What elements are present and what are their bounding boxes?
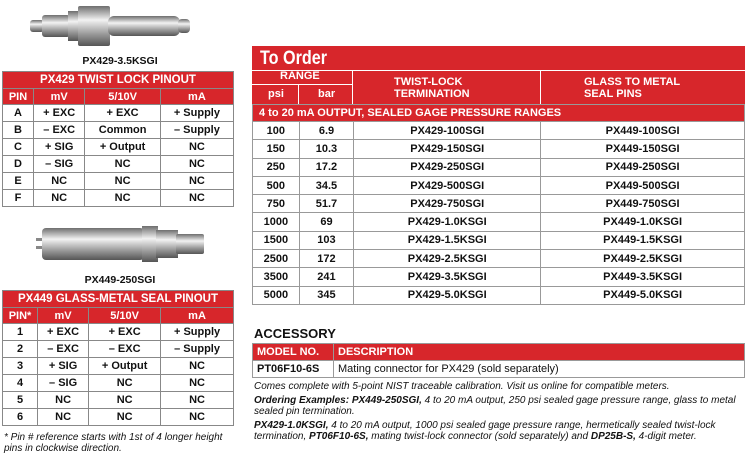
example-2-connector: PT06F10-6S, (309, 431, 369, 442)
table-cell: NC (34, 173, 85, 190)
example-2-text: 4 to 20 mA output, 1000 psi sealed gage pressure range, hermetically sealed twist-lock termination, (254, 420, 716, 442)
col-pin: PIN (3, 89, 34, 105)
table-row (253, 250, 745, 268)
table-cell: 150 (253, 140, 300, 158)
table-row (253, 286, 745, 304)
example-2-text-2: mating twist-lock connector (sold separately) and (368, 431, 591, 442)
table-cell: – SIG (38, 375, 89, 392)
example-1-model: PX449-250SGI, (351, 395, 422, 406)
ordering-example-2 (254, 420, 744, 442)
example-1-text: 4 to 20 mA output, 250 psi sealed gage pressure range, glass to metal sealed pin termination. (254, 395, 736, 417)
table-cell: 3500 (253, 268, 300, 286)
table-cell: – Supply (161, 341, 234, 358)
table-cell: 103 (299, 231, 354, 249)
table-cell: – EXC (89, 341, 161, 358)
table-row (253, 122, 745, 140)
table-cell: NC (161, 392, 234, 409)
table-cell: 6.9 (299, 122, 354, 140)
twist-pinout-body (3, 105, 234, 207)
table-row (3, 358, 234, 375)
table-cell: 51.7 (299, 195, 354, 213)
col-mv: mV (34, 89, 85, 105)
table-cell: NC (85, 190, 160, 207)
table-cell: 3 (3, 358, 38, 375)
table-cell: 250 (253, 158, 300, 176)
px429-sensor-image (28, 3, 198, 53)
table-cell: PX429-100SGI (354, 122, 541, 140)
table-cell: + EXC (89, 324, 161, 341)
order-subheader: 4 to 20 mA OUTPUT, SEALED GAGE PRESSURE RANGES (253, 105, 745, 122)
table-cell: NC (89, 375, 161, 392)
bar-label: bar (318, 88, 336, 100)
table-cell: 241 (299, 268, 354, 286)
table-row (3, 105, 234, 122)
table-cell: PX429-750SGI (354, 195, 541, 213)
table-cell: + EXC (38, 324, 89, 341)
table-cell: 100 (253, 122, 300, 140)
glass-pinout-title: PX449 GLASS-METAL SEAL PINOUT (3, 291, 234, 308)
col-5-10v: 5/10V (89, 308, 161, 324)
table-row (253, 213, 745, 231)
table-cell: NC (161, 358, 234, 375)
table-cell: PX449-2.5KSGI (541, 250, 745, 268)
order-body (253, 122, 745, 305)
table-row (253, 268, 745, 286)
table-row (3, 409, 234, 426)
table-cell: – EXC (34, 122, 85, 139)
col-ma: mA (160, 89, 233, 105)
table-cell: 2 (3, 341, 38, 358)
pin-footnote: * Pin # reference starts with 1st of 4 longer height pins in clockwise direction. (4, 432, 223, 454)
calibration-note: Comes complete with 5-point NIST traceable calibration. Visit us online for compatible meters. (254, 381, 670, 392)
table-cell: 34.5 (299, 176, 354, 194)
table-cell: PX449-1.5KSGI (541, 231, 745, 249)
table-cell: NC (85, 173, 160, 190)
table-cell: + SIG (38, 358, 89, 375)
table-cell: C (3, 139, 34, 156)
table-cell: PX429-5.0KSGI (354, 286, 541, 304)
table-cell: NC (160, 139, 233, 156)
px449-sensor-image (34, 224, 214, 264)
table-cell: PX429-1.5KSGI (354, 231, 541, 249)
psi-label: psi (268, 88, 284, 100)
table-cell: A (3, 105, 34, 122)
table-cell: 345 (299, 286, 354, 304)
table-cell: – EXC (38, 341, 89, 358)
col-twist-lock: TWIST-LOCK TERMINATION (394, 76, 470, 100)
table-row (253, 176, 745, 194)
example-2-text-3: 4-digit meter. (635, 431, 697, 442)
example-label: Ordering Examples: (254, 395, 350, 406)
accessory-table (252, 343, 745, 378)
table-cell: PX429-3.5KSGI (354, 268, 541, 286)
table-cell: + Supply (161, 324, 234, 341)
table-cell: Common (85, 122, 160, 139)
twist-pinout-table (2, 71, 234, 207)
table-cell: E (3, 173, 34, 190)
example-2-meter: DP25B-S, (590, 431, 636, 442)
table-cell: NC (38, 392, 89, 409)
table-row (3, 139, 234, 156)
table-cell: NC (161, 409, 234, 426)
table-cell: 17.2 (299, 158, 354, 176)
table-cell: PX449-100SGI (541, 122, 745, 140)
table-cell: PX429-2.5KSGI (354, 250, 541, 268)
col-mv: mV (38, 308, 89, 324)
glass-pinout-body (3, 324, 234, 426)
table-cell: NC (160, 190, 233, 207)
sensor1-caption: PX429-3.5KSGI (82, 55, 158, 67)
range-label: RANGE (280, 70, 320, 82)
table-cell: NC (160, 173, 233, 190)
table-cell: + Supply (160, 105, 233, 122)
ordering-example-1 (254, 395, 744, 417)
table-cell: – SIG (34, 156, 85, 173)
order-title: To Order (260, 48, 328, 69)
table-cell: 10.3 (299, 140, 354, 158)
table-cell: 1500 (253, 231, 300, 249)
table-cell: 500 (253, 176, 300, 194)
table-cell: 1 (3, 324, 38, 341)
table-cell: + EXC (34, 105, 85, 122)
table-cell: 2500 (253, 250, 300, 268)
table-row (3, 392, 234, 409)
table-cell: 5000 (253, 286, 300, 304)
table-row (3, 341, 234, 358)
table-cell: NC (160, 156, 233, 173)
table-cell: NC (89, 392, 161, 409)
table-cell: PX449-750SGI (541, 195, 745, 213)
accessory-description: Mating connector for PX429 (sold separately) (334, 361, 745, 378)
table-cell: PX429-250SGI (354, 158, 541, 176)
table-row (3, 324, 234, 341)
twist-pinout-title: PX429 TWIST LOCK PINOUT (3, 72, 234, 89)
table-cell: PX449-1.0KSGI (541, 213, 745, 231)
col-glass-seal: GLASS TO METAL SEAL PINS (584, 76, 680, 100)
table-row (3, 122, 234, 139)
table-cell: F (3, 190, 34, 207)
table-cell: NC (85, 156, 160, 173)
table-cell: PX449-5.0KSGI (541, 286, 745, 304)
table-row (253, 140, 745, 158)
table-cell: 1000 (253, 213, 300, 231)
table-cell: NC (38, 409, 89, 426)
table-cell: B (3, 122, 34, 139)
accessory-title: ACCESSORY (254, 326, 336, 341)
col-description: DESCRIPTION (334, 344, 745, 361)
table-cell: PX449-500SGI (541, 176, 745, 194)
table-cell: – Supply (160, 122, 233, 139)
table-row (3, 173, 234, 190)
table-cell: PX449-150SGI (541, 140, 745, 158)
order-header (252, 46, 745, 104)
glass-pinout-table (2, 290, 234, 426)
table-cell: NC (161, 375, 234, 392)
table-cell: PX449-3.5KSGI (541, 268, 745, 286)
table-cell: 172 (299, 250, 354, 268)
table-row (253, 158, 745, 176)
col-model-no: MODEL NO. (253, 344, 334, 361)
col-5-10v: 5/10V (85, 89, 160, 105)
col-ma: mA (161, 308, 234, 324)
col-pin: PIN* (3, 308, 38, 324)
sensor2-caption: PX449-250SGI (84, 274, 156, 286)
table-cell: 5 (3, 392, 38, 409)
table-row (3, 375, 234, 392)
table-cell: 4 (3, 375, 38, 392)
example-2-model: PX429-1.0KSGI, (254, 420, 329, 431)
table-cell: 69 (299, 213, 354, 231)
order-table (252, 104, 745, 305)
table-cell: 750 (253, 195, 300, 213)
table-cell: PX429-150SGI (354, 140, 541, 158)
table-cell: PX429-500SGI (354, 176, 541, 194)
table-row (3, 190, 234, 207)
table-row (253, 231, 745, 249)
table-cell: + EXC (85, 105, 160, 122)
table-cell: 6 (3, 409, 38, 426)
table-cell: PX429-1.0KSGI (354, 213, 541, 231)
table-cell: + Output (89, 358, 161, 375)
table-cell: + Output (85, 139, 160, 156)
table-cell: NC (34, 190, 85, 207)
table-cell: D (3, 156, 34, 173)
table-cell: NC (89, 409, 161, 426)
table-row (3, 156, 234, 173)
table-cell: PX449-250SGI (541, 158, 745, 176)
table-cell: + SIG (34, 139, 85, 156)
table-row (253, 195, 745, 213)
accessory-model: PT06F10-6S (253, 361, 334, 378)
